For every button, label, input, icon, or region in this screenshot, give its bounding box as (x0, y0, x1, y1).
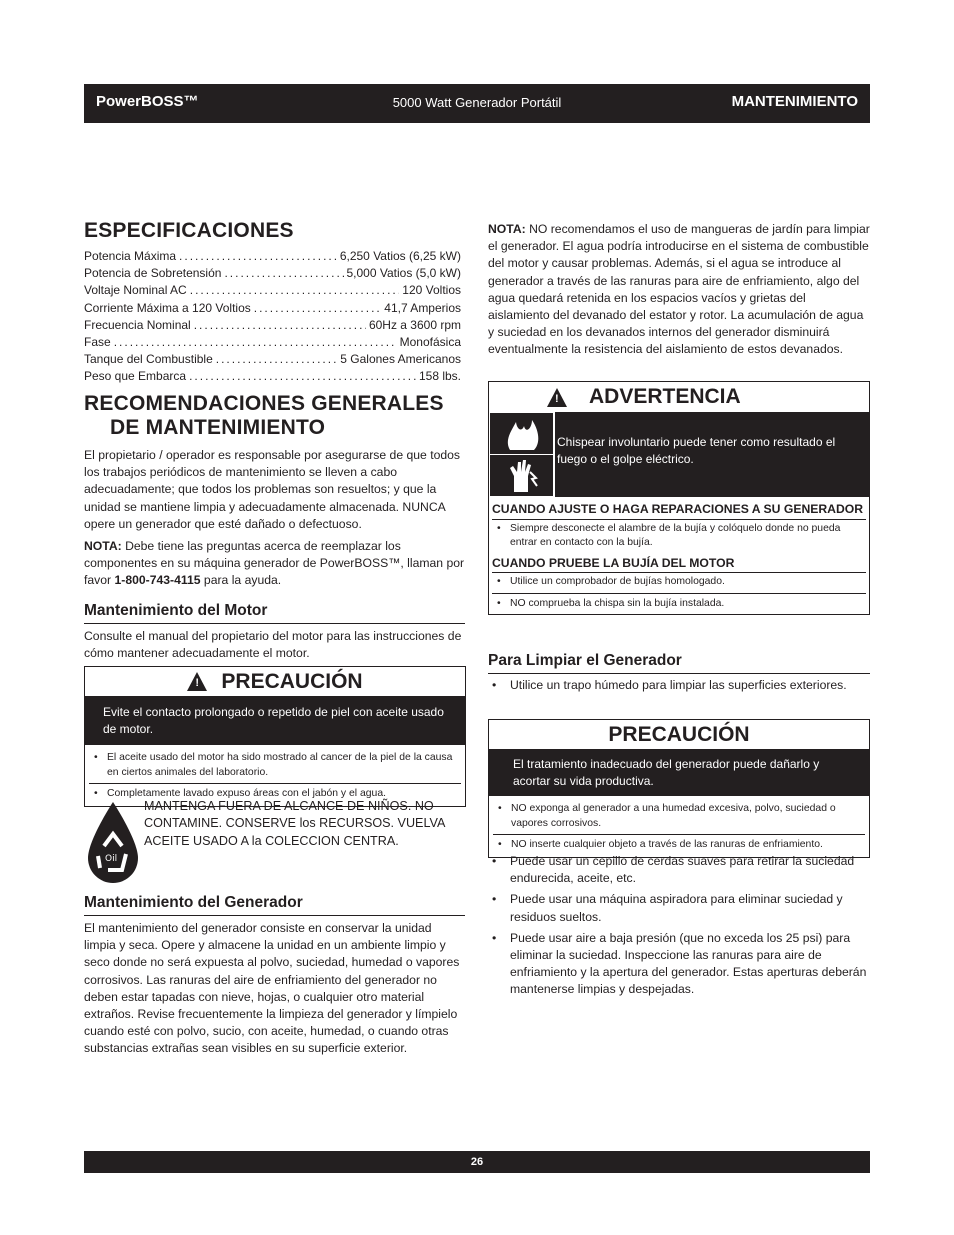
warning-triangle-icon: ! (547, 388, 567, 407)
cleaning-intro-list (488, 677, 870, 694)
warning-box (488, 381, 870, 615)
motor-paragraph: Consulte el manual del propietario del motor para las instrucciones de cómo mantener adecuadamente el motor. (84, 629, 462, 661)
cleaning-methods-list (488, 853, 870, 999)
caution-box-oil (84, 666, 466, 807)
warning-details (489, 497, 869, 614)
oil-recycle-icon (84, 800, 142, 886)
spec-row: Potencia de Sobretensión ..... 5,000 Vatios (5,0 kW) (84, 265, 461, 282)
list-item: • Completamente lavado expuso áreas con el jabón y el agua. (89, 783, 461, 802)
warning-triangle-icon: ! (187, 672, 207, 691)
spec-row: Voltaje Nominal AC ..... 120 Voltios (84, 282, 461, 299)
caution-dark-text: Evite el contacto prolongado o repetido de piel con aceite usado de motor. (85, 696, 465, 745)
spec-row: Fase ..... Monofásica (84, 334, 461, 351)
hazard-icons (489, 412, 555, 497)
caution-title: PRECAUCIÓN (608, 722, 750, 746)
caution-box-generator (488, 719, 870, 858)
list-item: • Siempre desconecte el alambre de la bujía y colóquelo donde no pueda entrar en contacto con la bujía. (492, 522, 866, 551)
warning-heading-spark: CUANDO PRUEBE LA BUJÍA DEL MOTOR (492, 555, 735, 570)
warning-bullets-repair (492, 519, 866, 551)
electric-shock-icon (490, 455, 553, 496)
motor-title: Mantenimiento del Motor (84, 601, 465, 624)
header-bar (84, 84, 870, 123)
spec-list (84, 248, 461, 386)
spec-row: Tanque del Combustible ..... 5 Galones Americanos (84, 351, 461, 368)
page-number: 26 (470, 1156, 484, 1168)
generator-title: Mantenimiento del Generador (84, 893, 465, 916)
list-item: • Puede usar una máquina aspiradora para eliminar suciedad y residuos sueltos. (488, 891, 870, 925)
water-note: NOTA: NO recomendamos el uso de mangueras de jardín para limpiar el generador. El agua podría introducirse en el sistema de combustible del motor y causar problemas. Además, si el agua se introduce al generador a través de las ranuras para aire de enfriamiento, algo del agua quedará retenida en los espacios vacíos y grietas del aislamiento del devanado del estator y rotor. La acumulación de agua y suciedad en los devanados internos del generador disminuirá eventualmente la resistencia del aislamiento de estos devanados. (488, 222, 870, 357)
generator-paragraph: El mantenimiento del generador consiste en conservar la unidad limpia y seca. Opere y almacene la unidad en un ambiente limpio y seco donde no será expuesta al polvo, suciedad, humedad o vapores corrosivos. Las ranuras del aire de enfriamiento del generador no deben estar tapadas con nieve, hojas, o cualquier otro material extraños. Revise frecuentemente la limpieza del generador y límpielo cuando esté con polvo, sucio, con aceite, humedad, o cuando otras substancias extrañas sean visibles en su superficie exterior. (84, 921, 460, 1056)
caution-title: ! PRECAUCIÓN (85, 667, 465, 696)
warning-title: ! ADVERTENCIA (489, 382, 869, 412)
specs-title: ESPECIFICACIONES (84, 219, 294, 242)
cleaning-title: Para Limpiar el Generador (488, 651, 870, 674)
list-item: • NO exponga al generador a una humedad excesiva, polvo, suciedad o vapores corrosivos. (493, 802, 865, 831)
list-item: • Puede usar aire a baja presión (que no exceda los 25 psi) para eliminar la suciedad. Inspeccione las ranuras para aire de enfriamiento y la apertura del generador. Estas aperturas deberán mantenerse limpias y despejadas. (488, 930, 870, 999)
general-note: NOTA: Debe tiene las preguntas acerca de reemplazar los componentes en su máquina generador de PowerBOSS™, llaman por favor 1-800-743-4115 para la ayuda. (84, 539, 465, 588)
general-title: RECOMENDACIONES GENERALES DE MANTENIMIENTO (84, 392, 444, 439)
list-item: • Utilice un trapo húmedo para limpiar las superficies exteriores. (488, 677, 870, 694)
recycle-text: MANTENGA FUERA DE ALCANCE DE NIÑOS. NO CONTAMINE. CONSERVE los RECURSOS. VUELVA ACEITE USADO A la COLECCION CENTRA. (144, 799, 445, 848)
list-item: • Puede usar un cepillo de cerdas suaves para retirar la suciedad endurecida, aceite, etc. (488, 853, 870, 887)
oil-label: Oil (105, 854, 118, 864)
warning-bullets-spark (492, 572, 866, 611)
list-item: • El aceite usado del motor ha sido mostrado al cancer de la piel de la causa en ciertos animales del laboratorio. (89, 751, 461, 780)
caution-dark-text: El tratamiento inadecuado del generador puede dañarlo y acortar su vida productiva. (489, 749, 869, 796)
caution-bullets (85, 745, 465, 806)
brand-name: PowerBOSS™ (96, 93, 199, 110)
general-paragraph: El propietario / operador es responsable por asegurarse de que todos los trabajos periódicos de mantenimiento se lleven a cabo adecuadamente; que todos los problemas son resueltos; y que la unidad se mantiene limpia y adecuadamente almacenada. NUNCA opere un generador que esté dañado o defectuoso. (84, 448, 461, 531)
footer-bar (84, 1151, 870, 1173)
spec-row: Potencia Máxima ..... 6,250 Vatios (6,25 kW) (84, 248, 461, 265)
warning-heading-repair: CUANDO AJUSTE O HAGA REPARACIONES A SU GENERADOR (492, 502, 864, 516)
spec-row: Frecuencia Nominal ..... 60Hz a 3600 rpm (84, 317, 461, 334)
warning-hazard-row (489, 412, 869, 497)
caution-bullets (489, 796, 869, 857)
section-name: MANTENIMIENTO (731, 93, 858, 110)
spec-row: Corriente Máxima a 120 Voltios ..... 41,7 Amperios (84, 300, 461, 317)
spec-row: Peso que Embarca ..... 158 lbs. (84, 368, 461, 385)
list-item: • Utilice un comprobador de bujías homologado. (492, 575, 866, 590)
document-subtitle: 5000 Watt Generador Portátil (392, 95, 562, 110)
list-item: • NO inserte cualquier objeto a través de las ranuras de enfriamiento. (493, 834, 865, 853)
list-item: • NO comprueba la chispa sin la bujía instalada. (492, 593, 866, 612)
warning-dark-text: Chispear involuntario puede tener como resultado el fuego o el golpe eléctrico. (557, 435, 836, 466)
fire-icon (490, 413, 553, 454)
